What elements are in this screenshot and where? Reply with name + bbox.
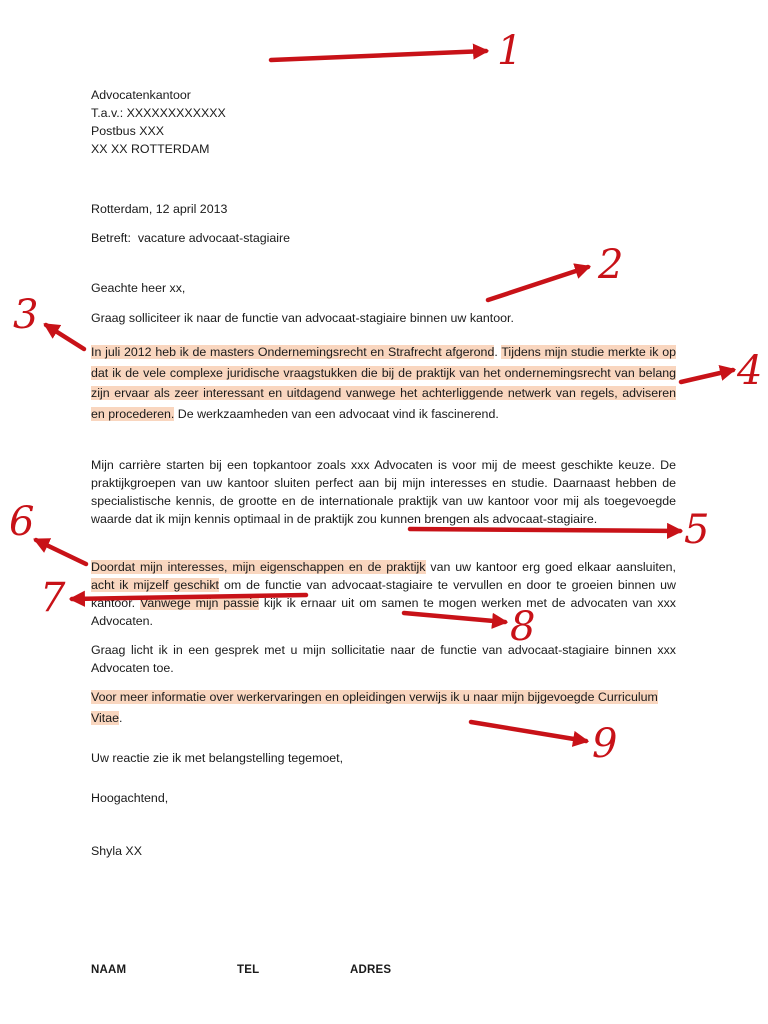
paragraph-education [91,342,676,424]
signature: Shyla XX [91,844,142,858]
text-span: van uw kantoor erg goed elkaar aansluiten, [425,560,676,574]
annotation-number-7: 7 [40,575,66,621]
annotation-arrow [681,370,733,382]
closing-line: Uw reactie zie ik met belangstelling tegemoet, [91,751,344,765]
paragraph-fit [91,558,676,630]
text-span: De werkzaamheden van een advocaat vind ik fascinerend. [174,406,499,421]
recipient-line: T.a.v.: XXXXXXXXXXXX [91,106,226,120]
paragraph-motivation: Mijn carrière starten bij een topkantoor zoals xxx Advocaten is voor mij de meest geschikte keuze. De praktijkgroepen van uw kantoor sluiten perfect aan bij mijn interesses en studie. Daarnaast hebben de specialistische kennis, de grootte en de internationale praktijk van uw kantoor voor mij als toegevoegde waarde dat ik mijn kennis optimaal in de praktijk zou kunnen brengen als advocaat-stagiaire. [91,458,676,526]
intro-paragraph: Graag solliciteer ik naar de functie van advocaat-stagiaire binnen uw kantoor. [91,311,514,325]
annotation-arrow [271,51,486,60]
text-span: kijk ik ernaar uit om samen te mogen werken met de advocaten van xxx Advocaten. [91,596,676,628]
annotation-number-6: 6 [9,499,35,545]
paragraph-cv [91,687,676,728]
signoff: Hoogachtend, [91,791,169,805]
text-span: . [119,710,123,725]
highlight-span: Vanwege mijn passie [139,596,260,610]
annotation-arrow [410,529,680,531]
highlight-span: Doordat mijn interesses, mijn eigenschappen en de praktijk [91,560,426,574]
footer-tel-label: TEL [237,964,260,976]
annotation-arrow [46,325,84,349]
highlight-span: acht ik mijzelf geschikt [91,578,219,592]
annotation-number-9: 9 [592,721,618,767]
highlight-span: Voor meer informatie over werkervaringen en opleidingen verwijs ik u naar mijn bijgevoegde Curriculum Vitae [91,690,658,725]
date-line: Rotterdam, 12 april 2013 [91,202,228,216]
highlight-span: Tijdens mijn studie merkte ik op dat ik de vele complexe juridische vraagstukken die bij de praktijk van het ondernemingsrecht van belang zijn ervaar als zeer interessant en uitdagend vanwege het achterliggende netwerk van regels, adviseren en procederen. [91,345,676,421]
annotation-number-4: 4 [737,348,763,394]
recipient-line: XX XX ROTTERDAM [91,142,210,156]
highlight-span: In juli 2012 heb ik de masters Ondernemingsrecht en Strafrecht afgerond [91,345,495,359]
annotation-number-5: 5 [684,507,710,553]
annotation-arrow [36,540,86,564]
text-span: . [494,345,502,359]
recipient-line: Postbus XXX [91,124,165,138]
annotation-number-2: 2 [598,242,624,288]
recipient-line: Advocatenkantoor [91,88,191,102]
footer-name-label: NAAM [91,964,127,976]
footer-address-label: ADRES [350,964,392,976]
subject-line: Betreft: vacature advocaat-stagiaire [91,231,291,245]
recipient-address [91,86,676,158]
paragraph-interview: Graag licht ik in een gesprek met u mijn sollicitatie naar de functie van advocaat-stagiaire binnen xxx Advocaten toe. [91,643,676,675]
annotation-number-8: 8 [510,604,536,650]
salutation: Geachte heer xx, [91,281,186,295]
annotation-number-1: 1 [497,28,523,74]
annotation-number-3: 3 [13,292,39,338]
text-span: om de functie van advocaat-stagiaire te vervullen en door te groeien binnen uw kantoor. [91,578,676,610]
